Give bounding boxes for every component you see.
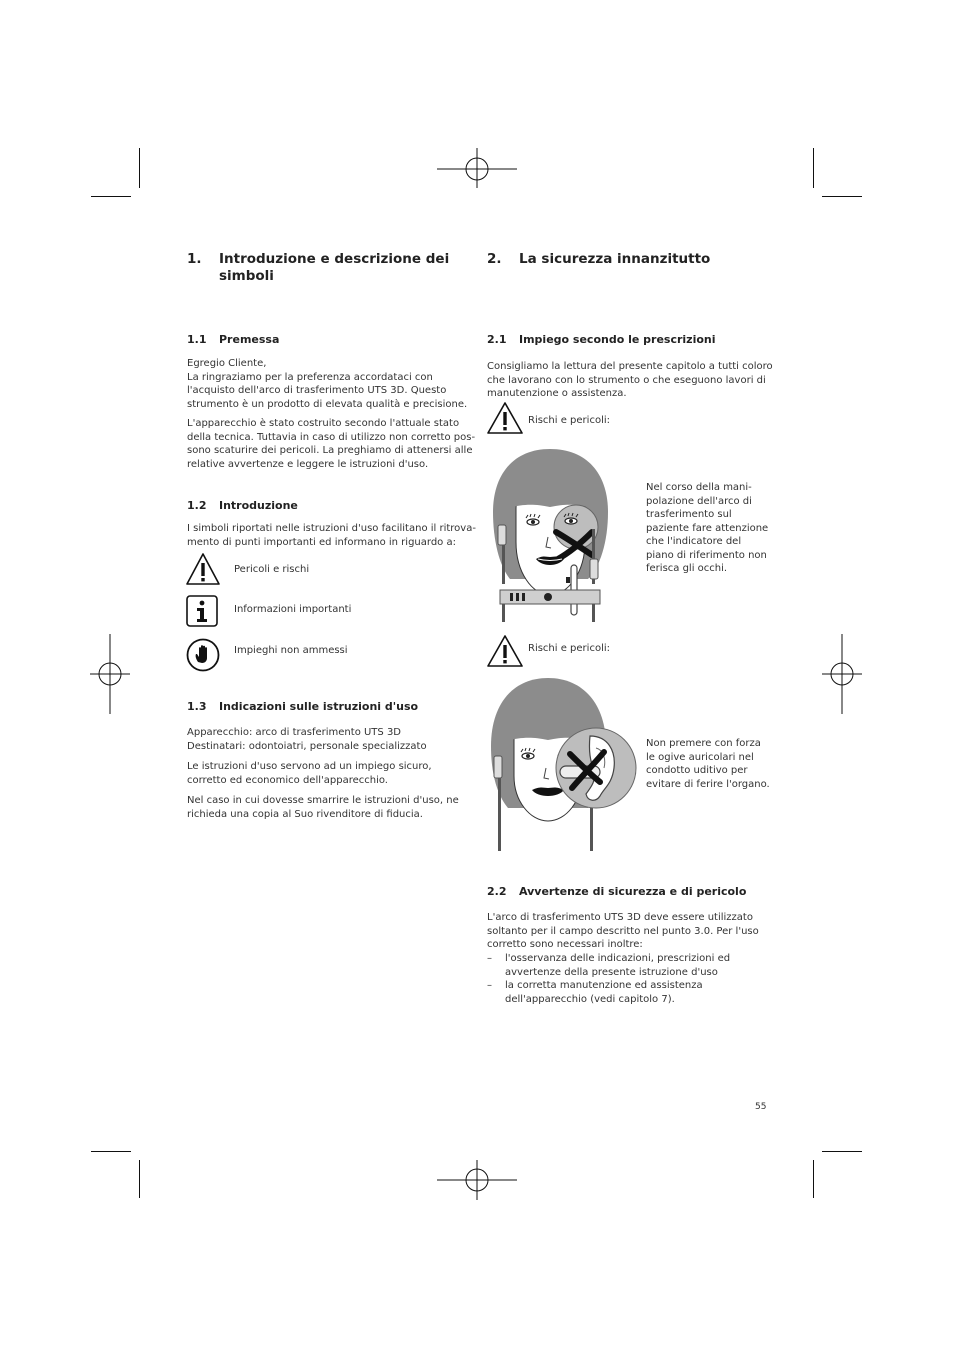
s13-paragraph-2: Le istruzioni d'uso servono ad un impiego sicuro, corretto ed economico dell'apparecchio. bbox=[187, 761, 432, 786]
section-number: 1.3 bbox=[187, 700, 207, 713]
caption-eye-hazard: Nel corso della mani- polazione dell'arco di trasferimento sul paziente fare attenzione che l'indicatore del piano di riferimento non ferisca gli occhi. bbox=[646, 482, 769, 574]
page-number: 55 bbox=[755, 1102, 767, 1112]
section-number: 2.1 bbox=[487, 333, 507, 346]
section-number: 1. bbox=[187, 251, 202, 267]
warning-triangle-icon bbox=[486, 634, 524, 668]
registration-mark-right bbox=[822, 634, 862, 714]
section-1-heading bbox=[187, 251, 467, 287]
list-item: la corretta manutenzione ed assistenza dell'apparecchio (vedi capitolo 7). bbox=[505, 980, 703, 1005]
warning-triangle-icon bbox=[486, 401, 524, 435]
s22-paragraph-1: L'arco di trasferimento UTS 3D deve essere utilizzato soltanto per il campo descritto nel punto 3.0. Per l'uso corretto sono necessari inoltre: bbox=[487, 912, 759, 950]
symbol-label-info: Informazioni importanti bbox=[234, 604, 352, 615]
section-title: Indicazioni sulle istruzioni d'uso bbox=[219, 700, 419, 713]
section-number: 1.2 bbox=[187, 499, 207, 512]
s13-paragraph-3: Nel caso in cui dovesse smarrire le istruzioni d'uso, ne richieda una copia al Suo rivenditore di fiducia. bbox=[187, 795, 459, 820]
symbol-label-hazard: Pericoli e rischi bbox=[234, 564, 310, 575]
s13-paragraph-1: Apparecchio: arco di trasferimento UTS 3D Destinatari: odontoiatri, personale specializzato bbox=[187, 727, 427, 752]
warning-label-2: Rischi e pericoli: bbox=[528, 643, 610, 654]
s11-paragraph-2: L'apparecchio è stato costruito secondo l'attuale stato della tecnica. Tuttavia in caso di utilizzo non corretto pos- sono scaturire dei pericoli. La preghiamo di attenersi alle relative avvertenze e leggere le istruzioni d'uso. bbox=[187, 418, 476, 470]
s21-paragraph-1: Consigliamo la lettura del presente capitolo a tutti coloro che lavorano con lo strumento o che eseguono lavori di manutenzione o assistenza. bbox=[487, 361, 773, 399]
registration-mark-bottom bbox=[437, 1160, 517, 1200]
section-title: Introduzione bbox=[219, 499, 298, 512]
section-title: Introduzione e descrizione dei simboli bbox=[219, 251, 450, 284]
section-number: 1.1 bbox=[187, 333, 207, 346]
warning-triangle-icon bbox=[185, 552, 221, 586]
s11-paragraph-1: Egregio Cliente, La ringraziamo per la preferenza accordataci con l'acquisto dell'arco di trasferimento UTS 3D. Questo strumento è un prodotto di elevata qualità e precisione. bbox=[187, 358, 468, 410]
section-title: La sicurezza innanzitutto bbox=[519, 251, 711, 267]
registration-mark-top bbox=[437, 148, 517, 188]
section-number: 2. bbox=[487, 251, 502, 267]
section-number: 2.2 bbox=[487, 885, 507, 898]
warning-label-1: Rischi e pericoli: bbox=[528, 415, 610, 426]
section-title: Premessa bbox=[219, 333, 280, 346]
ear-hazard-illustration bbox=[488, 676, 638, 851]
section-title: Impiego secondo le prescrizioni bbox=[519, 333, 716, 346]
stop-hand-icon bbox=[186, 638, 220, 672]
info-icon bbox=[186, 595, 218, 627]
eye-hazard-illustration bbox=[488, 447, 613, 622]
bullet-dash: – bbox=[487, 953, 492, 964]
s12-paragraph-1: I simboli riportati nelle istruzioni d'uso facilitano il ritrova- mento di punti importanti ed informano in riguardo a: bbox=[187, 523, 476, 548]
section-title: Avvertenze di sicurezza e di pericolo bbox=[519, 885, 747, 898]
registration-mark-left bbox=[90, 634, 130, 714]
symbol-label-not-allowed: Impieghi non ammessi bbox=[234, 645, 348, 656]
bullet-dash: – bbox=[487, 980, 492, 991]
list-item: l'osservanza delle indicazioni, prescrizioni ed avvertenze della presente istruzione d'uso bbox=[505, 953, 731, 978]
caption-ear-hazard: Non premere con forza le ogive auricolari nel condotto uditivo per evitare di ferire l'organo. bbox=[646, 738, 770, 790]
